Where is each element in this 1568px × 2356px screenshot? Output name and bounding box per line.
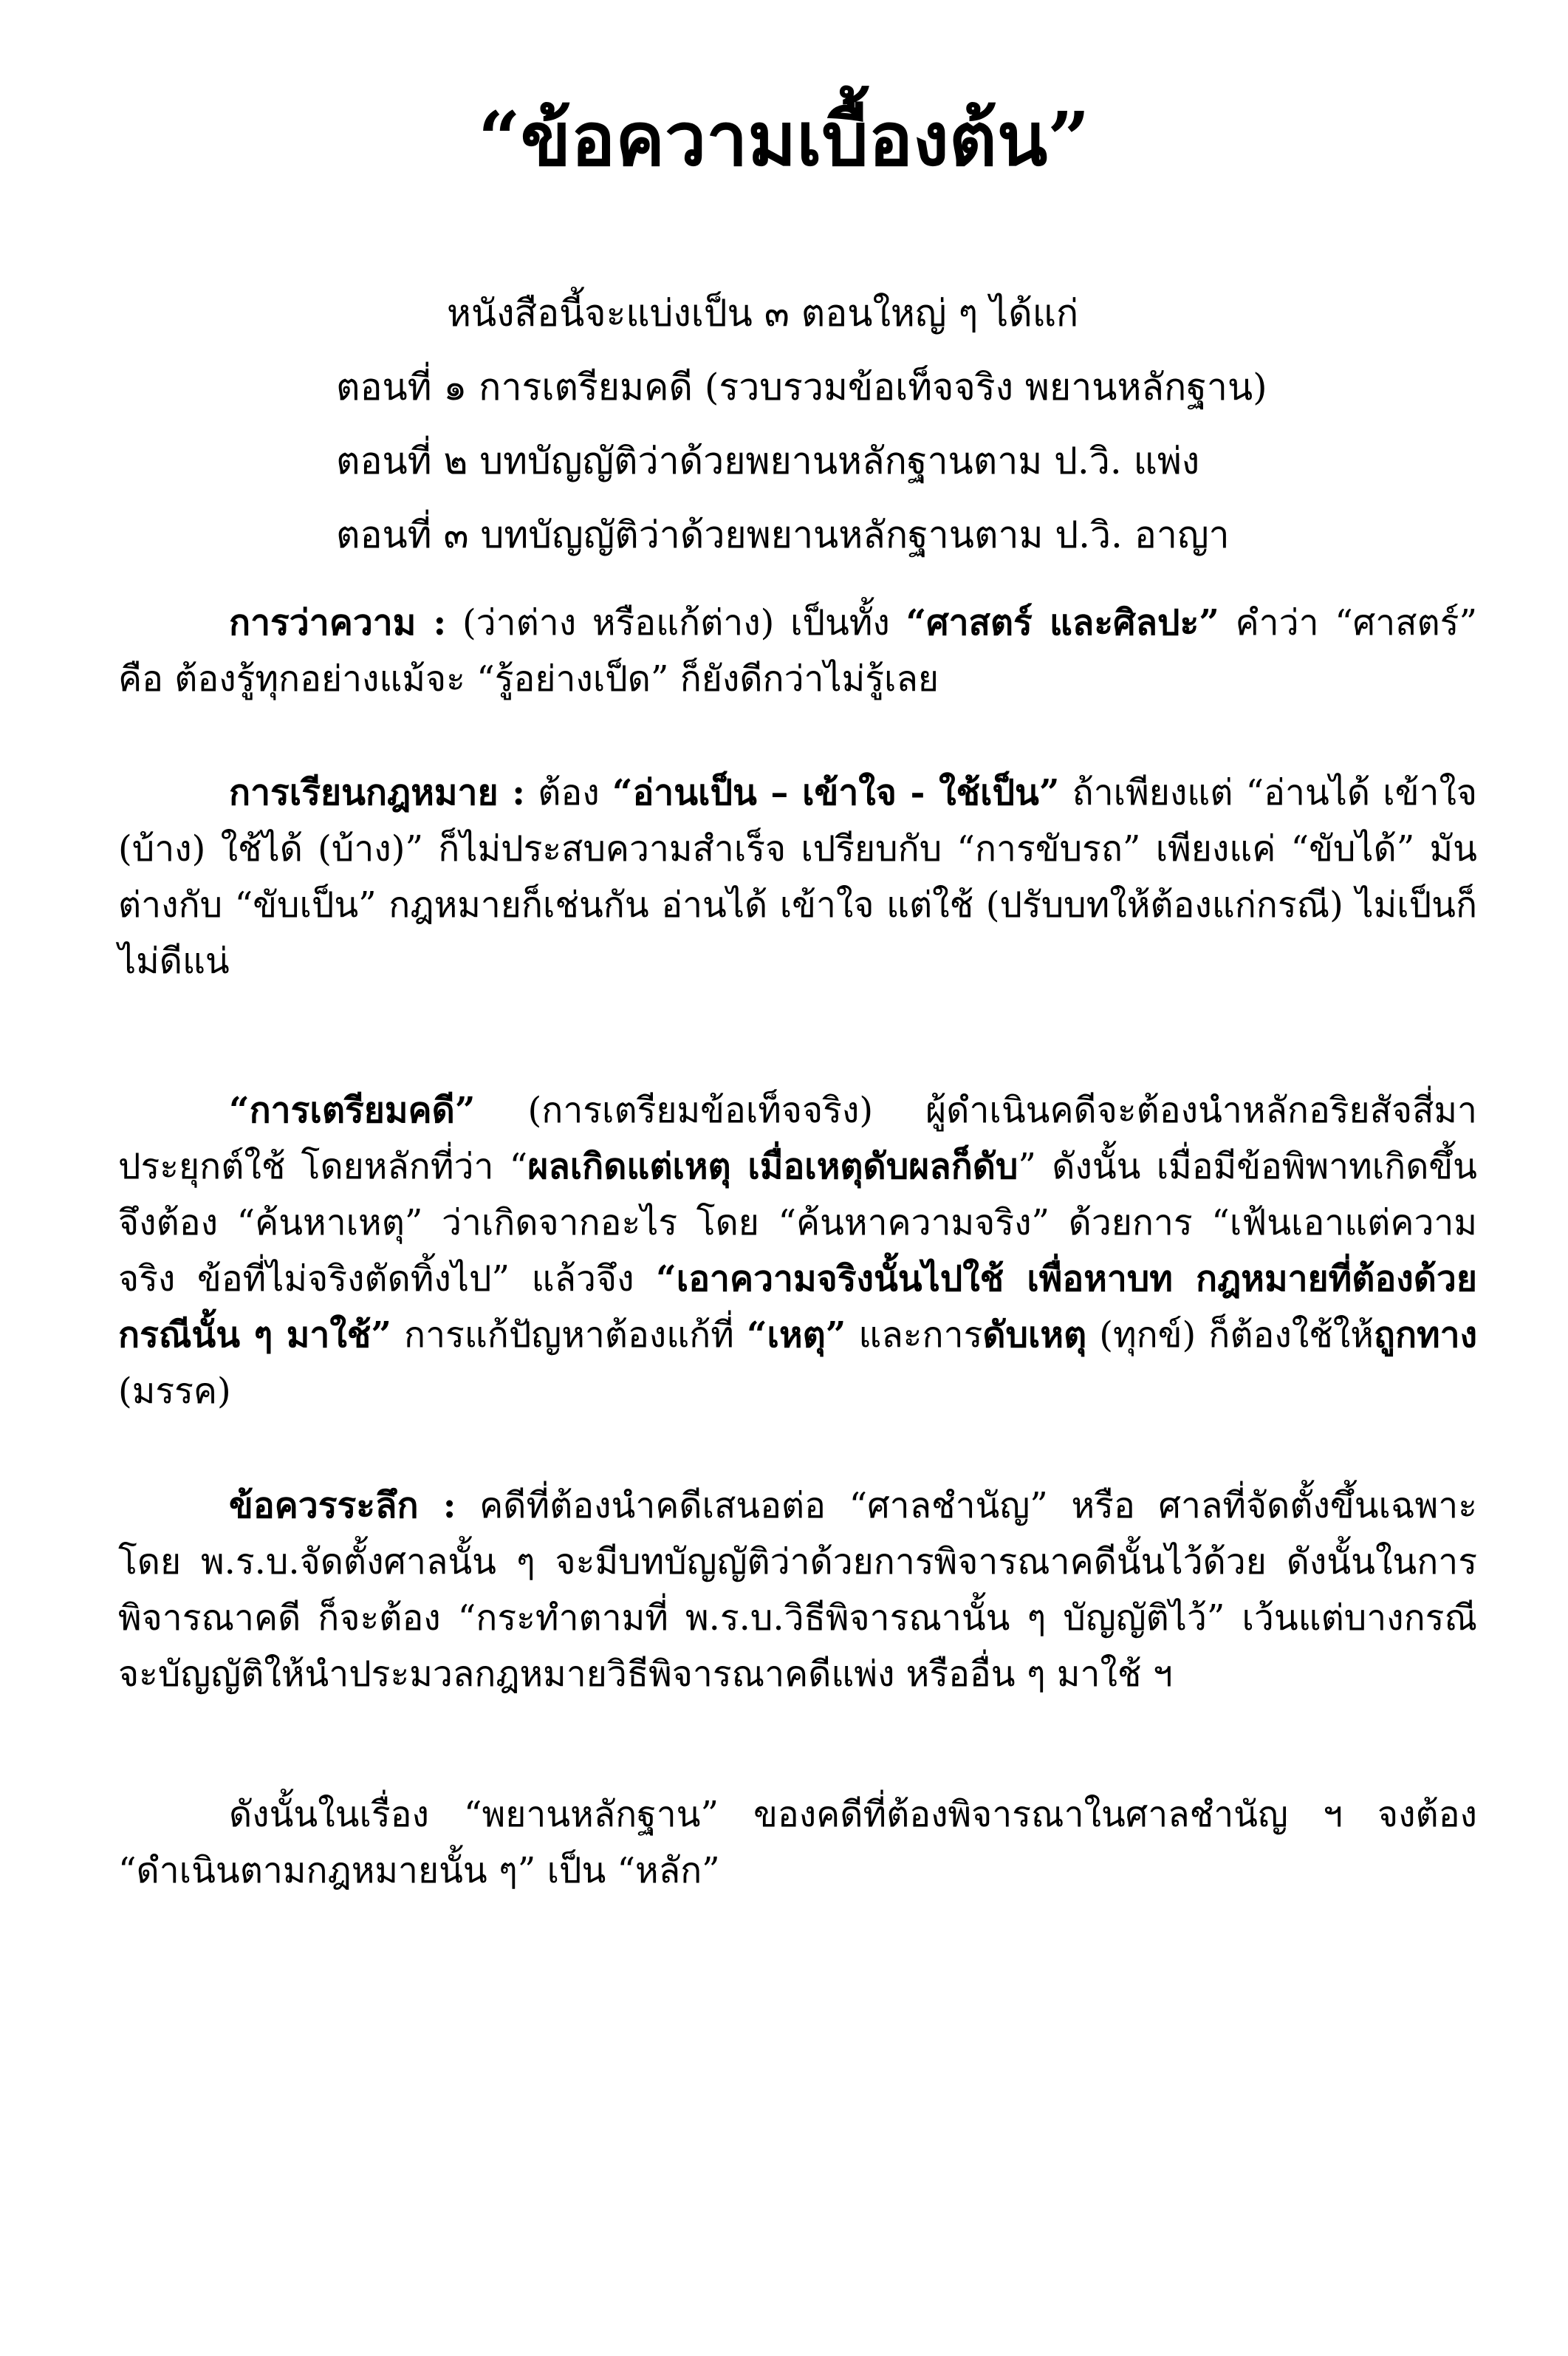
- paragraph-advocacy: [118, 595, 1477, 707]
- toc-item-3: ตอนที่ ๓ บทบัญญัติว่าด้วยพยานหลักฐานตาม ป.วิ. อาญา: [336, 513, 1230, 556]
- emphasis: “เอาความจริงนั้นไปใช้ เพื่อหาบท กฎหมายที่ต้องด้วยกรณีนั้น ๆ มาใช้”: [118, 1258, 1477, 1356]
- emphasis: ดับเหตุ: [982, 1314, 1087, 1356]
- text: การแก้ปัญหาต้องแก้ที่: [391, 1314, 747, 1356]
- text: คดีที่ต้องนำคดีเสนอต่อ “ศาลชำนัญ” หรือ ศาลที่จัดตั้งขึ้นเฉพาะ โดย พ.ร.บ.จัดตั้งศาลนั้น ๆ จะมีบทบัญญัติว่าด้วยการพิจารณาคดีนั้นไว้ด้วย ดังนั้นในการพิจารณาคดี ก็จะต้อง “กระทำตามที่ พ.ร.บ.วิธีพิจารณานั้น ๆ บัญญัติไว้” เว้นแต่บางกรณี จะบัญญัติให้นำประมวลกฎหมายวิธีพิจารณาคดีแพ่ง หรืออื่น ๆ มาใช้ ฯ: [118, 1485, 1478, 1695]
- heading-law-study: การเรียนกฎหมาย :: [229, 772, 525, 813]
- paragraph-conclusion: [118, 1786, 1477, 1899]
- emphasis: “อ่านเป็น – เข้าใจ - ใช้เป็น”: [612, 772, 1060, 813]
- paragraph-case-preparation: [118, 1082, 1477, 1419]
- heading-case-preparation: “การเตรียมคดี”: [229, 1090, 476, 1131]
- text: (มรรค): [118, 1370, 231, 1412]
- heading-reminder: ข้อควรระลึก :: [229, 1485, 456, 1526]
- text: (ว่าต่าง หรือแก้ต่าง) เป็นทั้ง: [446, 602, 906, 643]
- toc-intro: หนังสือนี้จะแบ่งเป็น ๓ ตอนใหญ่ ๆ ได้แก่: [447, 292, 1079, 335]
- text: (ทุกข์) ก็ต้องใช้ให้: [1086, 1314, 1374, 1356]
- paragraph-reminder: [118, 1478, 1477, 1702]
- text: ถ้าเพียงแต่ “อ่านได้ เข้าใจ (บ้าง) ใช้ได้ (บ้าง)” ก็ไม่ประสบความสำเร็จ เปรียบกับ “การขับรถ” เพียงแค่ “ขับได้” มันต่างกับ “ขับเป็น” กฎหมายก็เช่นกัน อ่านได้ เข้าใจ แต่ใช้ (ปรับบทให้ต้องแก่กรณี) ไม่เป็นก็ไม่ดีแน่: [118, 772, 1478, 982]
- emphasis: ถูกทาง: [1373, 1314, 1478, 1356]
- emphasis: “เหตุ”: [746, 1314, 846, 1356]
- toc-item-1: ตอนที่ ๑ การเตรียมคดี (รวบรวมข้อเท็จจริง พยานหลักฐาน): [336, 366, 1267, 409]
- paragraph-law-study: [118, 765, 1477, 989]
- text: ดังนั้นในเรื่อง “พยานหลักฐาน” ของคดีที่ต้องพิจารณาในศาลชำนัญ ฯ จงต้อง “ดำเนินตามกฎหมายนั้น ๆ” เป็น “หลัก”: [118, 1794, 1477, 1891]
- emphasis: “ศาสตร์ และศิลปะ”: [905, 602, 1219, 643]
- text: (การเตรียมข้อเท็จจริง) ผู้ดำเนินคดีจะต้องนำหลักอริยสัจสี่มาประยุกต์ใช้ โดยหลักที่ว่า “: [118, 1090, 1477, 1187]
- toc-item-2: ตอนที่ ๒ บทบัญญัติว่าด้วยพยานหลักฐานตาม ป.วิ. แพ่ง: [336, 440, 1200, 482]
- text: และการ: [846, 1314, 983, 1356]
- emphasis: ผลเกิดแต่เหตุ เมื่อเหตุดับผลก็ดับ: [527, 1146, 1018, 1187]
- page-title: “ข้อความเบื้องต้น”: [478, 95, 1090, 182]
- text: ต้อง: [524, 772, 612, 813]
- text: ” ดังนั้น เมื่อมีข้อพิพาทเกิดขึ้นจึงต้อง “ค้นหาเหตุ” ว่าเกิดจากอะไร โดย “ค้นหาความจริง” ด้วยการ “เฟ้นเอาแต่ความจริง ข้อที่ไม่จริงตัดทิ้งไป” แล้วจึง: [118, 1146, 1477, 1300]
- heading-advocacy: การว่าความ :: [229, 602, 447, 643]
- text: คำว่า “ศาสตร์” คือ ต้องรู้ทุกอย่างแม้จะ “รู้อย่างเป็ด” ก็ยังดีกว่าไม่รู้เลย: [118, 602, 1477, 700]
